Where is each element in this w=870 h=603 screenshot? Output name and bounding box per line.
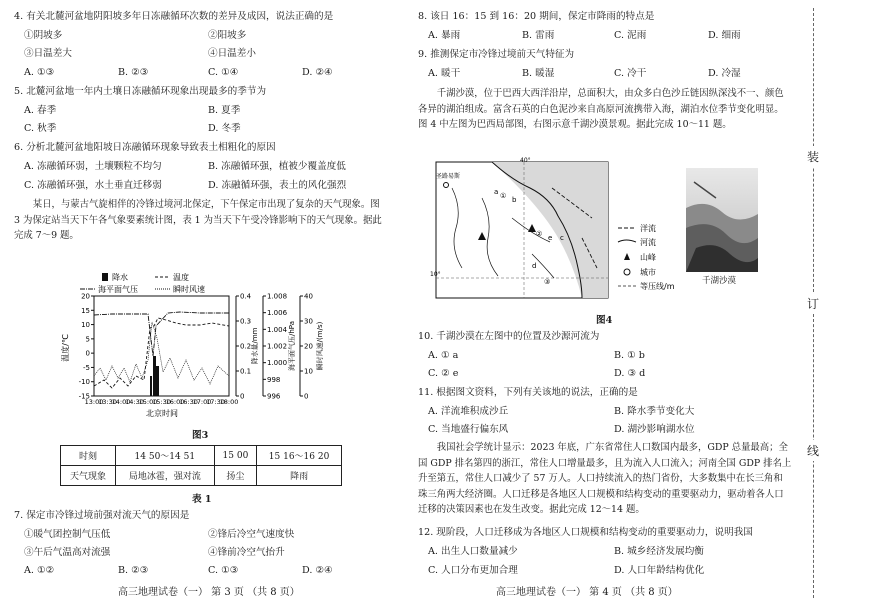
q4-stem: 4. 有关北麓河盆地阴阳坡多年日冻融循环次数的差异及成因，说法正确的是 xyxy=(14,11,334,22)
q6-choice-c: C. 冻融循环强，水土垂直迁移弱 xyxy=(24,180,162,191)
point-label: ③ xyxy=(544,278,551,286)
legend-precip: 降水 xyxy=(112,273,128,282)
q10-choice-a: A. ① a xyxy=(428,350,459,361)
table-row xyxy=(61,446,342,466)
legend-wind: 瞬时风速 xyxy=(173,285,205,294)
point-label: b xyxy=(512,196,517,204)
figure-3-caption: 图3 xyxy=(192,430,209,441)
tick-label: 0 xyxy=(304,392,309,401)
x-tick-label: 13:30 xyxy=(98,398,117,406)
tick-label: 10 xyxy=(81,321,90,330)
q11-choice-a: A. 洋流堆积成沙丘 xyxy=(428,406,509,417)
q10-choice-c: C. ② e xyxy=(428,368,459,379)
y2-label: 降水量/mm xyxy=(251,327,259,365)
table-cell: 14 50～14 51 xyxy=(115,446,214,466)
tick-label: 30 xyxy=(304,317,313,326)
tick-label: 1.002 xyxy=(267,342,288,351)
legend-temp: 温度 xyxy=(173,273,189,282)
wind-line xyxy=(94,322,229,384)
tick-label: 5 xyxy=(85,335,90,344)
tick-label: 20 xyxy=(81,292,90,301)
x-tick-label: 17:30 xyxy=(206,398,225,406)
precip-bar xyxy=(150,376,152,396)
photo-caption: 千湖沙漠 xyxy=(702,276,737,286)
passage-q12-14: 我国社会学统计显示：2023 年底，广东省常住人口数国内最多，GDP 总量最高；全国 GDP 排名第四的浙江，常住人口增量最多，且为流入人口流入；河南全国 GDP 排名上升至第五，常住人口减少了 57 万人。人口持续流入的热门省份，大多数集中在长三角和珠三角两大经济圈。人口迁移是各地区人口规模和结构变动的重要驱动力，驱动着各人口迁移的决策因素也在发生改变。据此完成 12～14 题。 xyxy=(418,442,792,515)
q7-choice-a: A. ①② xyxy=(24,565,55,576)
binding-char-xian: 线 xyxy=(807,440,819,461)
table-cell: 降雨 xyxy=(257,466,342,486)
binding-char-ding: 订 xyxy=(807,293,819,314)
q5-choice-d: D. 冬季 xyxy=(208,123,241,134)
tick-label: -15 xyxy=(78,392,90,401)
figure-4-map xyxy=(432,158,612,303)
q4-item-3: ③日温差大 xyxy=(24,48,72,59)
q8-stem: 8. 该日 16：15 到 16：20 期间，保定市降雨的特点是 xyxy=(418,11,655,22)
table-row xyxy=(61,466,342,486)
q7-item-2: ②锋后冷空气速度快 xyxy=(208,529,295,540)
tick-label: 40 xyxy=(304,292,313,301)
q11-choice-d: D. 湖沙影响湖水位 xyxy=(614,424,695,435)
x-ticks xyxy=(85,398,239,406)
point-label: e xyxy=(548,234,553,242)
q7-item-1: ①暖气团控制气压低 xyxy=(24,529,111,540)
table-cell: 15 16～16 20 xyxy=(257,446,342,466)
y1-ticks xyxy=(79,293,94,401)
legend-precip-swatch xyxy=(102,273,108,281)
temperature-line xyxy=(94,318,229,388)
q7-item-4: ④锋前冷空气抬升 xyxy=(208,547,285,558)
q10-choice-d: D. ③ d xyxy=(614,368,646,379)
point-label: a xyxy=(494,188,499,196)
x-tick-label: 15:30 xyxy=(152,398,171,406)
table-1 xyxy=(60,445,342,486)
city-marker xyxy=(444,183,449,188)
x-label: 北京时间 xyxy=(146,409,178,418)
tick-label: 1.000 xyxy=(267,359,288,368)
q7-choice-d: D. ②④ xyxy=(302,565,333,576)
table-cell: 天气现象 xyxy=(61,466,116,486)
q5-choice-c: C. 秋季 xyxy=(24,123,57,134)
q5-choice-b: B. 夏季 xyxy=(208,105,241,116)
q9-choice-c: C. 冷干 xyxy=(614,68,647,79)
tick-label: 1.008 xyxy=(267,292,288,301)
tick-label: 15 xyxy=(81,306,90,315)
legend-peak-swatch xyxy=(624,253,630,260)
q11-choice-c: C. 当地盛行偏东风 xyxy=(428,424,509,435)
q11-stem: 11. 根据图文资料，下列有关该地的说法，正确的是 xyxy=(418,387,638,398)
q4-choice-a: A. ①③ xyxy=(24,67,55,78)
q9-choice-a: A. 暖干 xyxy=(428,68,461,79)
tick-label: 0.2 xyxy=(240,342,252,351)
precip-bar xyxy=(156,366,159,396)
page-footer: 高三地理试卷（一） 第 4 页 （共 8 页） xyxy=(496,587,678,598)
q7-item-3: ③午后气温高对流强 xyxy=(24,547,111,558)
figure-4-caption: 图4 xyxy=(596,315,613,326)
tick-label: 0 xyxy=(85,349,90,358)
legend-contour: 等压线/m xyxy=(640,282,675,291)
legend-city: 城市 xyxy=(640,268,656,277)
point-label: d xyxy=(532,262,537,270)
tick-label: 1.004 xyxy=(267,325,288,334)
q12-stem: 12. 现阶段，人口迁移成为各地区人口规模和结构变动的重要驱动力，说明我国 xyxy=(418,527,753,538)
binding-char-zhuang: 装 xyxy=(807,146,819,167)
q10-stem: 10. 千湖沙漠在左图中的位置及沙源河流为 xyxy=(418,331,600,342)
tick-label: 0 xyxy=(240,392,245,401)
lat2-label: 10° xyxy=(430,271,441,278)
x-tick-label: 15:00 xyxy=(138,398,158,406)
passage-q7-9: 某日，与蒙古气旋相伴的冷锋过境河北保定，下午保定市出现了复杂的天气现象。图 3 为保定站当天下午各气象要素统计图，表 1 为当天下午受冷锋影响下的天气现象。据此完成 7～9 题。 xyxy=(14,199,382,241)
x-tick-label: 13:00 xyxy=(84,398,104,406)
y3-ticks xyxy=(263,293,288,401)
x-tick-label: 16:30 xyxy=(179,398,198,406)
pressure-line xyxy=(94,312,229,356)
q10-choice-b: B. ① b xyxy=(614,350,645,361)
city-label: 圣路易斯 xyxy=(436,173,461,180)
q4-item-2: ②阳坡多 xyxy=(208,30,247,41)
tick-label: -5 xyxy=(83,363,90,372)
legend-river-swatch xyxy=(618,240,636,242)
x-tick-label: 14:30 xyxy=(125,398,144,406)
q6-choice-b: B. 冻融循环强，植被少覆盖度低 xyxy=(208,161,346,172)
table-cell: 时刻 xyxy=(61,446,116,466)
page-footer: 高三地理试卷（一） 第 3 页 （共 8 页） xyxy=(118,587,300,598)
tick-label: 0.1 xyxy=(240,367,252,376)
x-tick-label: 18:00 xyxy=(219,398,239,406)
q8-choice-b: B. 雷雨 xyxy=(522,30,555,41)
x-tick-label: 16:00 xyxy=(165,398,185,406)
point-label: c xyxy=(560,234,564,242)
q8-choice-c: C. 泥雨 xyxy=(614,30,647,41)
tick-label: 0.3 xyxy=(240,317,252,326)
desert-photo xyxy=(686,168,758,272)
q12-choice-b: B. 城乡经济发展均衡 xyxy=(614,546,704,557)
legend-pressure: 海平面气压 xyxy=(98,285,138,294)
q12-choice-d: D. 人口年龄结构优化 xyxy=(614,565,705,576)
table-cell: 15 00 xyxy=(214,446,256,466)
tick-label: 0.4 xyxy=(240,292,252,301)
q8-choice-a: A. 暴雨 xyxy=(428,30,461,41)
right-page xyxy=(404,0,800,603)
q6-stem: 6. 分析北麓河盆地阳坡日冻融循环现象导致表土相粗化的原因 xyxy=(14,142,276,153)
q9-stem: 9. 推测保定市冷锋过境前天气特征为 xyxy=(418,49,575,60)
figure-4-legend xyxy=(616,222,680,298)
precip-bar xyxy=(153,356,156,396)
tick-label: 10 xyxy=(304,367,313,376)
q4-choice-b: B. ②③ xyxy=(118,67,149,78)
table-1-caption: 表 1 xyxy=(192,494,212,505)
point-label: ② xyxy=(536,230,543,238)
q5-choice-a: A. 春季 xyxy=(24,105,57,116)
q4-choice-c: C. ①④ xyxy=(208,67,239,78)
q11-choice-b: B. 降水季节变化大 xyxy=(614,406,695,417)
y3-label: 海平面气压/hPa xyxy=(288,321,296,371)
tick-label: -10 xyxy=(78,378,90,387)
y4-label: 瞬时风速/(m/s) xyxy=(316,321,324,371)
q7-choice-c: C. ①③ xyxy=(208,565,239,576)
tick-label: 996 xyxy=(267,392,281,401)
q9-choice-b: B. 暖湿 xyxy=(522,68,555,79)
y4-ticks xyxy=(300,293,313,401)
tick-label: 1.006 xyxy=(267,309,288,318)
legend-river: 河流 xyxy=(640,238,656,247)
lat-label: 40° xyxy=(520,157,531,164)
table-cell: 局地冰雹，强对流 xyxy=(115,466,214,486)
q6-choice-d: D. 冻融循环强，表土的风化强烈 xyxy=(208,180,347,191)
x-tick-label: 14:00 xyxy=(111,398,131,406)
q5-stem: 5. 北麓河盆地一年内土壤日冻融循环现象出现最多的季节为 xyxy=(14,86,267,97)
q4-item-4: ④日温差小 xyxy=(208,48,256,59)
y1-label: 温度/℃ xyxy=(61,334,70,362)
legend-peak: 山峰 xyxy=(640,253,656,262)
q4-item-1: ①阴坡多 xyxy=(24,30,63,41)
binding-margin xyxy=(793,0,870,603)
left-page xyxy=(0,0,395,603)
passage-q10-11: 千湖沙漠，位于巴西大西洋沿岸，总面积大，由众多白色沙丘链因纵深浅不一、颜色各异的湖泊组成。富含石英的白色泥沙来自高原河流携带入海，湖泊水位季节变化明显。图 4 中左图为巴西局部图，右图示意千湖沙漠景观。据此完成 10～11 题。 xyxy=(418,88,784,130)
table-cell: 扬尘 xyxy=(214,466,256,486)
point-label: ① xyxy=(500,192,507,200)
tick-label: 998 xyxy=(267,375,281,384)
q8-choice-d: D. 细雨 xyxy=(708,30,741,41)
q7-choice-b: B. ②③ xyxy=(118,565,149,576)
plot-area xyxy=(94,296,229,396)
q4-choice-d: D. ②④ xyxy=(302,67,333,78)
q12-choice-c: C. 人口分布更加合理 xyxy=(428,565,518,576)
q12-choice-a: A. 出生人口数量减少 xyxy=(428,546,518,557)
x-tick-label: 17:00 xyxy=(192,398,212,406)
tick-label: 20 xyxy=(304,342,313,351)
y2-ticks xyxy=(236,293,252,401)
legend-current: 洋流 xyxy=(640,224,656,233)
q7-stem: 7. 保定市冷锋过境前强对流天气的原因是 xyxy=(14,510,190,521)
figure-3-weather-chart xyxy=(60,268,350,418)
q6-choice-a: A. 冻融循环弱，土壤颗粒不均匀 xyxy=(24,161,162,172)
legend-city-swatch xyxy=(624,269,630,275)
q9-choice-d: D. 冷湿 xyxy=(708,68,741,79)
